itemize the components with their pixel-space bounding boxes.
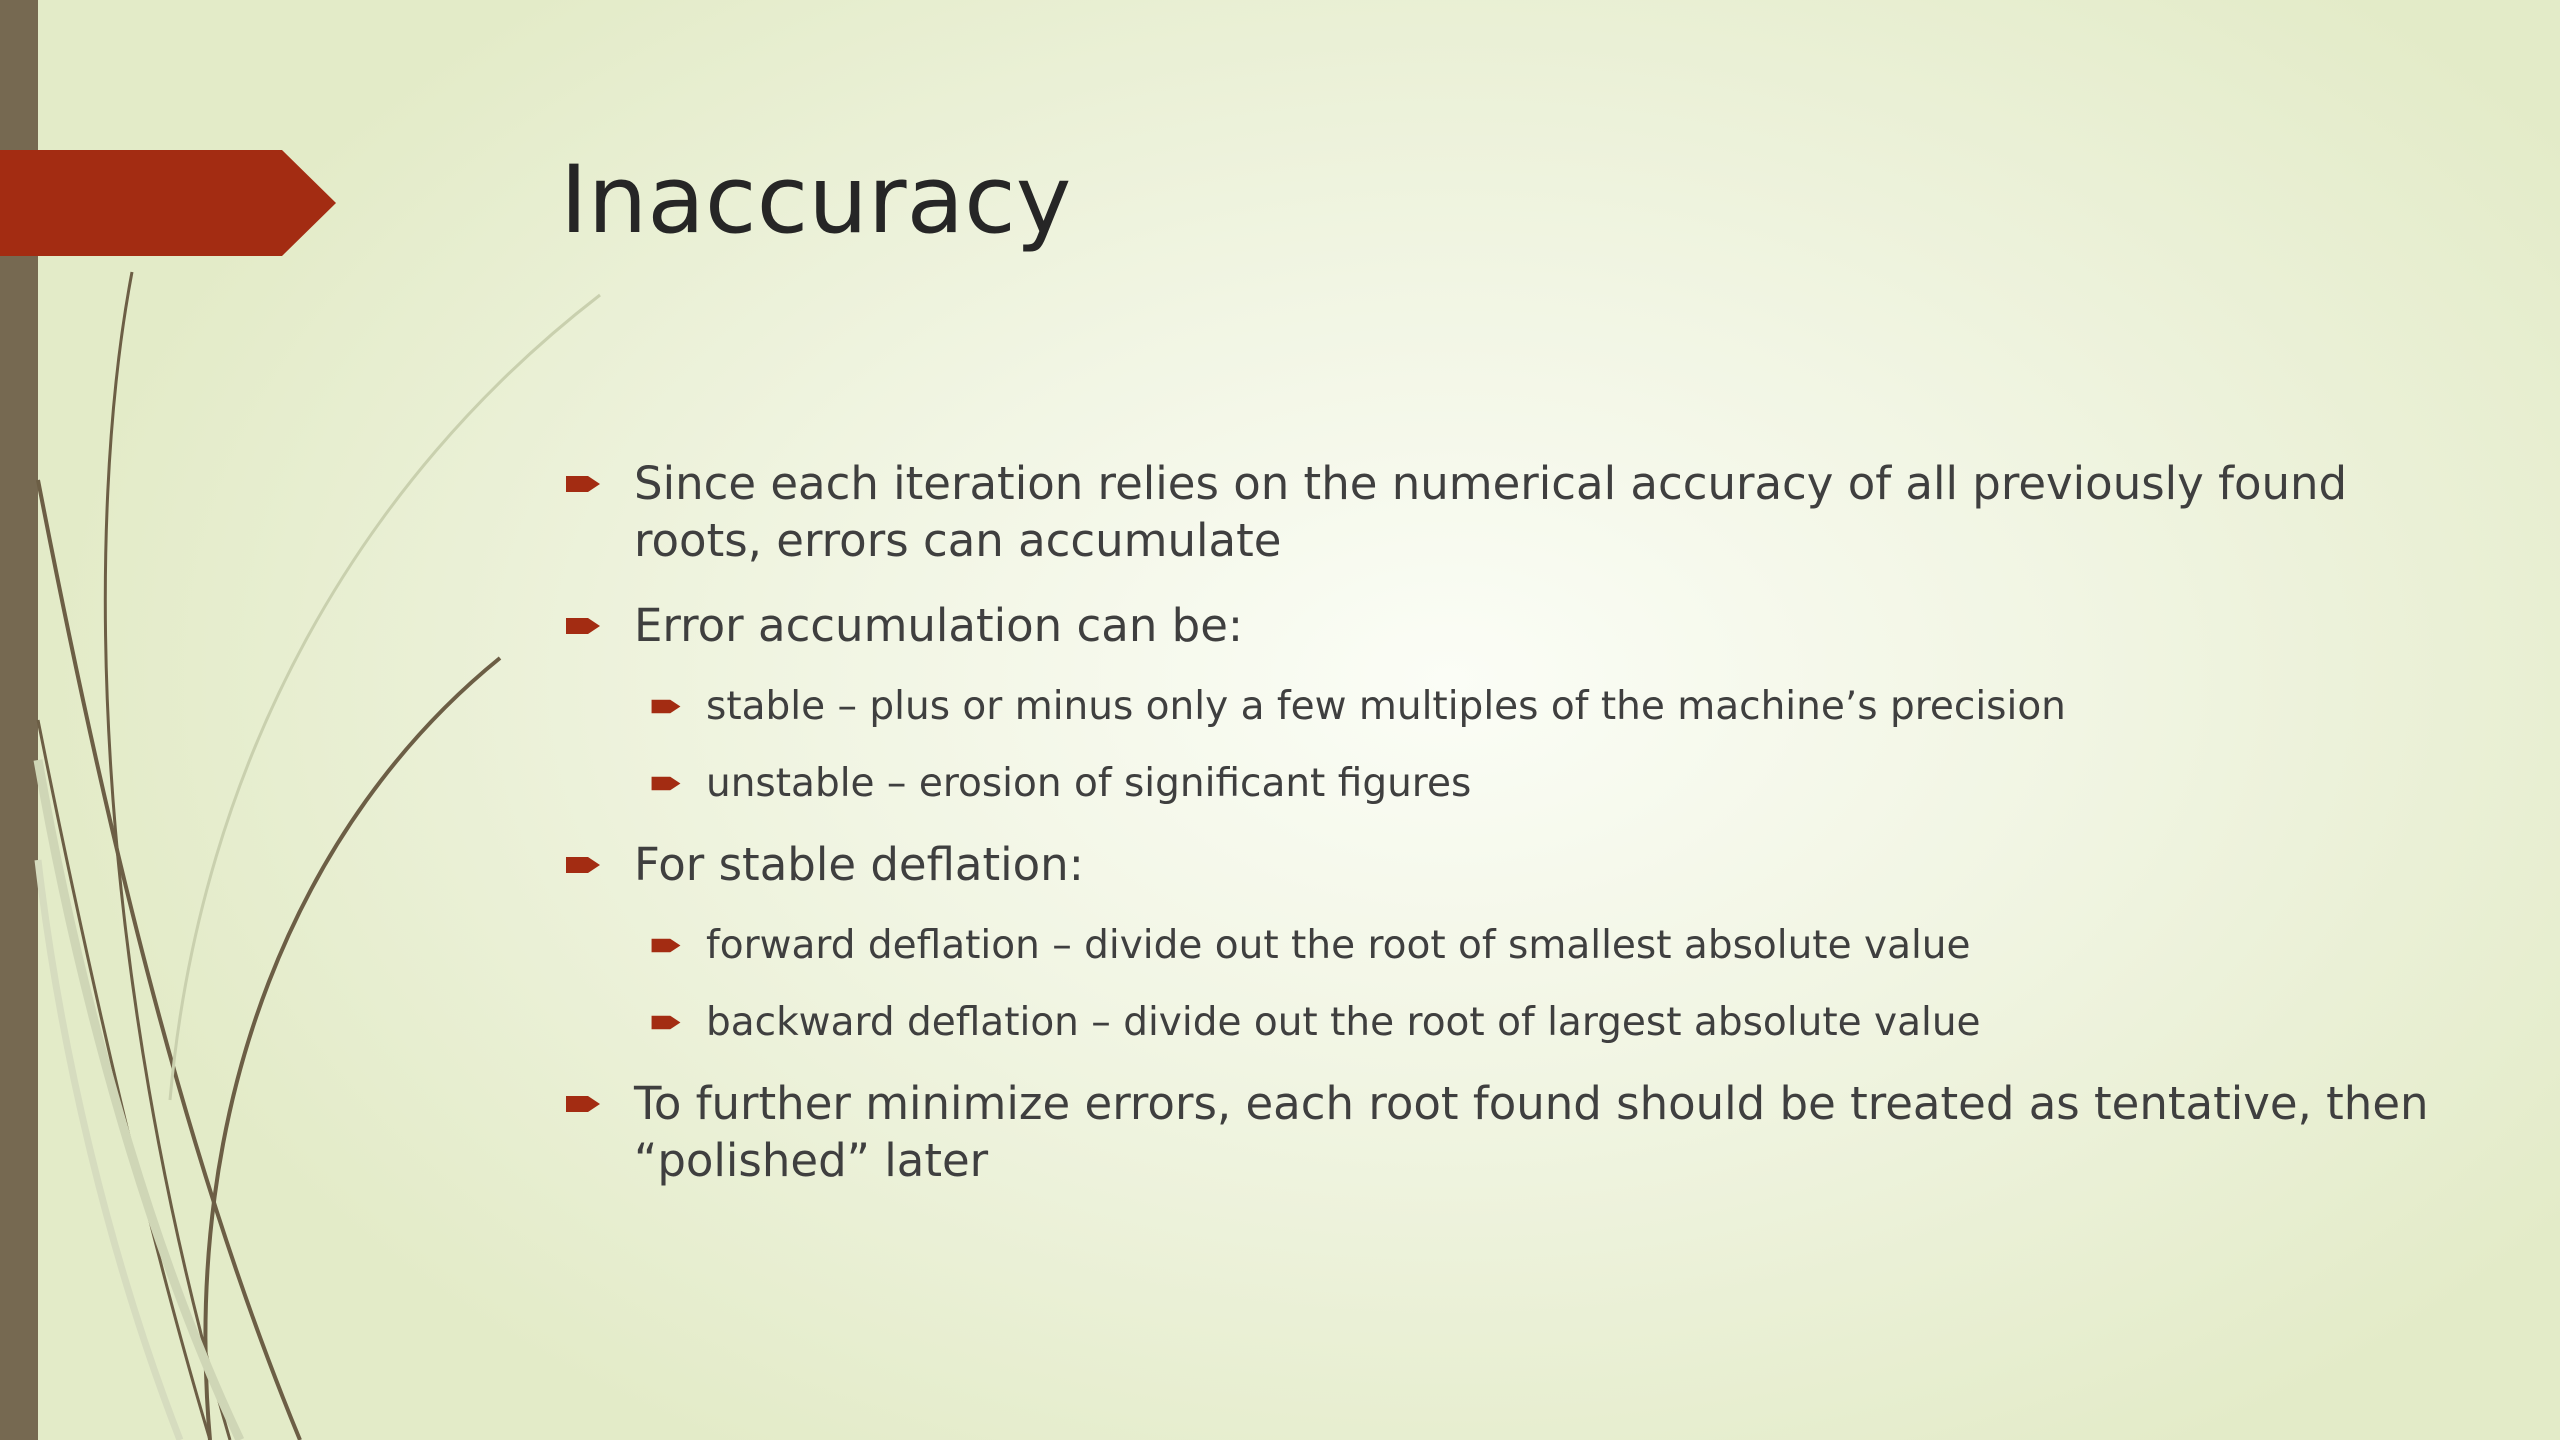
bullet-text: For stable deflation: [634,838,1084,891]
bullet-item [560,1075,2440,1189]
title-flag-shape [0,150,336,256]
arrow-bullet-icon [566,1094,600,1114]
arrow-bullet-icon [651,1014,681,1031]
bullet-text: To further minimize errors, each root found should be treated as tentative, then “polished” later [634,1077,2429,1187]
bullet-list [560,455,2440,1217]
bullet-item [560,597,2440,654]
slide-title: Inaccuracy [560,146,1072,255]
sub-bullet-item [646,921,2440,971]
arrow-bullet-icon [566,474,600,494]
bullet-text: forward deflation – divide out the root of smallest absolute value [706,923,1971,968]
bullet-text: stable – plus or minus only a few multiples of the machine’s precision [706,684,2066,729]
arrow-bullet-icon [651,775,681,792]
bullet-text: backward deflation – divide out the root of largest absolute value [706,1000,1981,1045]
arrow-bullet-icon [566,855,600,875]
bullet-text: Error accumulation can be: [634,599,1244,652]
bullet-item [560,836,2440,893]
arrow-bullet-icon [566,616,600,636]
arrow-bullet-icon [651,698,681,715]
sub-bullet-item [646,759,2440,809]
bullet-text: unstable – erosion of significant figures [706,761,1472,806]
sub-bullet-item [646,998,2440,1048]
sub-bullet-item [646,682,2440,732]
bullet-text: Since each iteration relies on the numerical accuracy of all previously found roots, errors can accumulate [634,457,2348,567]
arrow-bullet-icon [651,937,681,954]
bullet-item [560,455,2440,569]
